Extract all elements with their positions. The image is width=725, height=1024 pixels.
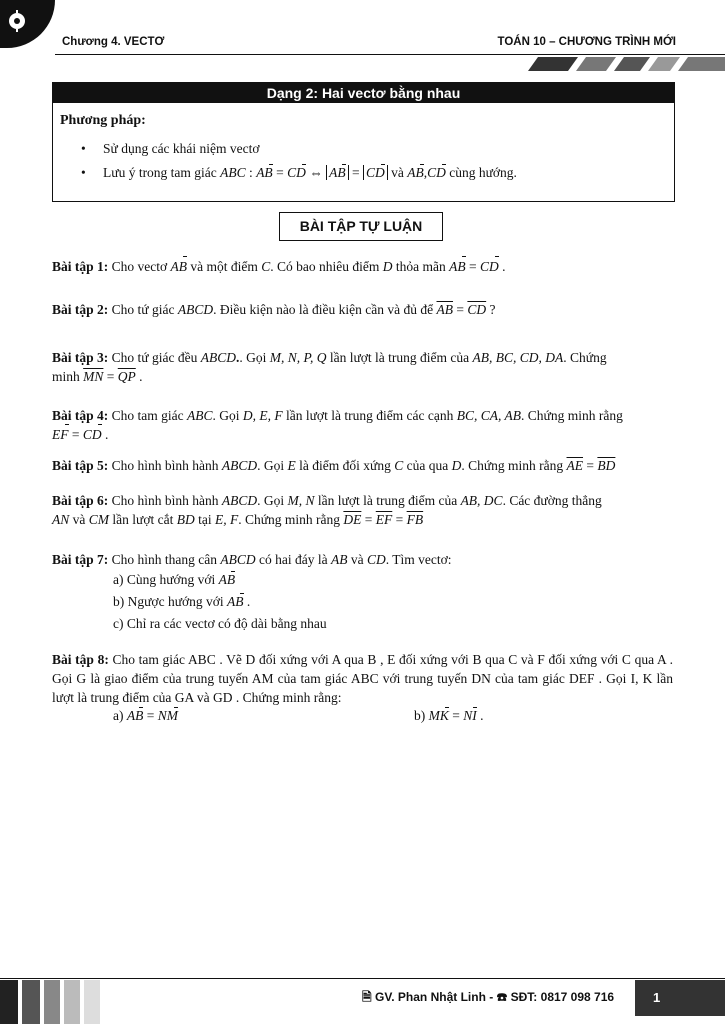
e3-text-b: . Gọi — [239, 350, 267, 365]
exercise-8-part-a: a) AB = NM — [113, 708, 178, 723]
logo-icon — [4, 10, 30, 32]
exercise-7: Bài tập 7: Cho hình thang cân ABCD có hai đáy là AB và CD. Tìm vectơ: — [52, 552, 452, 567]
e6-text-c: lần lượt là trung điểm của — [317, 493, 458, 508]
bullet-1-text: Sử dụng các khái niệm vectơ — [103, 141, 260, 156]
e2-text-a: Cho tứ giác — [111, 302, 175, 317]
exercise-1-label: Bài tập 1: — [52, 259, 109, 274]
e1-text-c: . Có bao nhiêu điểm — [270, 259, 380, 274]
e7-text-a: Cho hình thang cân — [111, 552, 217, 567]
exercise-2-label: Bài tập 2: — [52, 302, 109, 317]
e2-text-b: . Điều kiện nào là điều kiện cần và đủ để — [213, 302, 434, 317]
footer-contact: 🗎 GV. Phan Nhật Linh - ☎ SĐT: 0817 098 716 — [362, 990, 615, 1004]
header-course: TOÁN 10 – CHƯƠNG TRÌNH MỚI — [497, 36, 676, 48]
exercise-7-label: Bài tập 7: — [52, 552, 109, 567]
e4-text-a: Cho tam giác — [111, 408, 184, 423]
e5-text-a: Cho hình bình hành — [111, 458, 219, 473]
e8-b-label: b) — [414, 708, 426, 723]
e6-text-f: lần lượt cắt — [112, 512, 174, 527]
exercise-4-label: Bài tập 4: — [52, 408, 109, 423]
exercise-4: Bài tập 4: Cho tam giác ABC. Gọi D, E, F lần lượt là trung điểm các cạnh BC, CA, AB. Chứng minh rằng EF = CD . — [52, 408, 623, 442]
e8-line-3: giác DEF . Gọi I, K lần lượt là trung điểm của GA và GD . Chứng minh rằng: — [52, 671, 674, 705]
vector-AB: AB — [256, 165, 273, 180]
method-box — [52, 82, 675, 202]
e3-text-d: . Chứng — [563, 350, 607, 365]
footer-divider — [0, 978, 725, 979]
footer-author: GV. Phan Nhật Linh — [375, 990, 486, 1004]
header-chapter: Chương 4. VECTƠ — [62, 36, 165, 48]
method-subtitle: Phương pháp: — [60, 113, 146, 128]
bullet-2-suffix: cùng hướng. — [449, 165, 517, 180]
exercise-2: Bài tập 2: Cho tứ giác ABCD. Điều kiện nào là điều kiện cần và đủ để $\overline{AB} = \overline{CD}$ ? — [52, 302, 496, 317]
exercise-1: Bài tập 1: Cho vectơ AB và một điểm C. Có bao nhiêu điểm D thỏa mãn AB = CD . — [52, 259, 506, 274]
exercise-6: Bài tập 6: Cho hình bình hành ABCD. Gọi M, N lần lượt là trung điểm của AB, DC. Các đường thẳng AN và CM lần lượt cắt BD tại E, F. Chứng minh rằng $\overline{DE} = \overline{EF} = \overline{FB}$ — [52, 493, 602, 527]
document-icon: 🗎 — [362, 990, 372, 1004]
e7-text-c: và — [350, 552, 364, 567]
e7-text-d: . Tìm vectơ: — [385, 552, 452, 567]
e7-a-text: a) Cùng hướng với — [113, 572, 216, 587]
e4-text-d: . Chứng minh rằng — [521, 408, 623, 423]
method-bullet-2: • Lưu ý trong tam giác ABC : AB = CD ⇔ AB = CD và AB,CD cùng hướng. — [81, 165, 517, 180]
e5-text-b: . Gọi — [257, 458, 285, 473]
exercise-7-part-a: a) Cùng hướng với AB — [113, 572, 236, 587]
exercise-8-label: Bài tập 8: — [52, 652, 109, 667]
exercise-8-part-b: b) MK = NI . — [414, 708, 484, 723]
exercise-8 — [52, 650, 673, 707]
phone-icon: ☎ — [496, 990, 508, 1004]
e8-a-label: a) — [113, 708, 124, 723]
e7-b-text: b) Ngược hướng với — [113, 594, 224, 609]
exercise-3: Bài tập 3: Cho tứ giác đều ABCD.. Gọi M, N, P, Q lần lượt là trung điểm của AB, BC, CD, DA. Chứng minh $\overline{MN} = \overline{QP}$ . — [52, 350, 607, 384]
page-number: 1 — [635, 980, 725, 1016]
e5-text-e: . Chứng minh rằng — [461, 458, 564, 473]
e6-text-d: . Các đường thẳng — [502, 493, 602, 508]
footer-phone: SĐT: 0817 098 716 — [510, 990, 615, 1004]
e8-line-1: Cho tam giác ABC . Vẽ D đối xứng với A qua B , E đối xứng với B qua C và F đối xứng — [112, 652, 597, 667]
e1-text-d: thỏa mãn — [395, 259, 446, 274]
e6-text-b: . Gọi — [257, 493, 285, 508]
e3-text-a: Cho tứ giác đều — [111, 350, 198, 365]
exercise-5-label: Bài tập 5: — [52, 458, 109, 473]
e6-text-e: và — [72, 512, 86, 527]
exercise-3-label: Bài tập 3: — [52, 350, 109, 365]
section-title: BÀI TẬP TỰ LUẬN — [279, 212, 443, 241]
method-bullet-1: • Sử dụng các khái niệm vectơ — [81, 141, 260, 156]
e6-text-g: tại — [198, 512, 212, 527]
e7-text-b: có hai đáy là — [259, 552, 328, 567]
e1-text-a: Cho vectơ — [111, 259, 168, 274]
e5-text-c: là điểm đối xứng — [299, 458, 391, 473]
e4-text-b: . Gọi — [212, 408, 240, 423]
e8-line-2: với C qua A . Gọi G là giao điểm của trung tuyến AM của tam giác ABC với trung tuyến DN của tam — [52, 652, 674, 686]
method-box-title: Dạng 2: Hai vectơ bằng nhau — [53, 83, 674, 103]
header-corner-emblem — [0, 0, 55, 48]
e1-text-b: và một điểm — [190, 259, 258, 274]
bullet-2-and: và — [391, 165, 404, 180]
e5-text-d: của qua — [406, 458, 449, 473]
exercise-5: Bài tập 5: Cho hình bình hành ABCD. Gọi E là điểm đối xứng C của qua D. Chứng minh rằng $\overline{AE} = \overline{BD}$ — [52, 458, 616, 473]
e4-text-c: lần lượt là trung điểm các cạnh — [286, 408, 454, 423]
bullet-2-prefix: Lưu ý trong tam giác — [103, 165, 217, 180]
e3-text-e: minh — [52, 369, 80, 384]
header-divider — [55, 54, 725, 55]
exercise-6-label: Bài tập 6: — [52, 493, 109, 508]
e6-text-h: . Chứng minh rằng — [238, 512, 341, 527]
exercise-7-part-b: b) Ngược hướng với AB . — [113, 594, 251, 609]
header-stripes-decoration — [520, 57, 725, 71]
e6-text-a: Cho hình bình hành — [111, 493, 219, 508]
footer-stripes-decoration — [0, 980, 110, 1024]
exercise-7-part-c: c) Chỉ ra các vectơ có độ dài bằng nhau — [113, 616, 327, 631]
e3-text-c: lần lượt là trung điểm của — [329, 350, 470, 365]
